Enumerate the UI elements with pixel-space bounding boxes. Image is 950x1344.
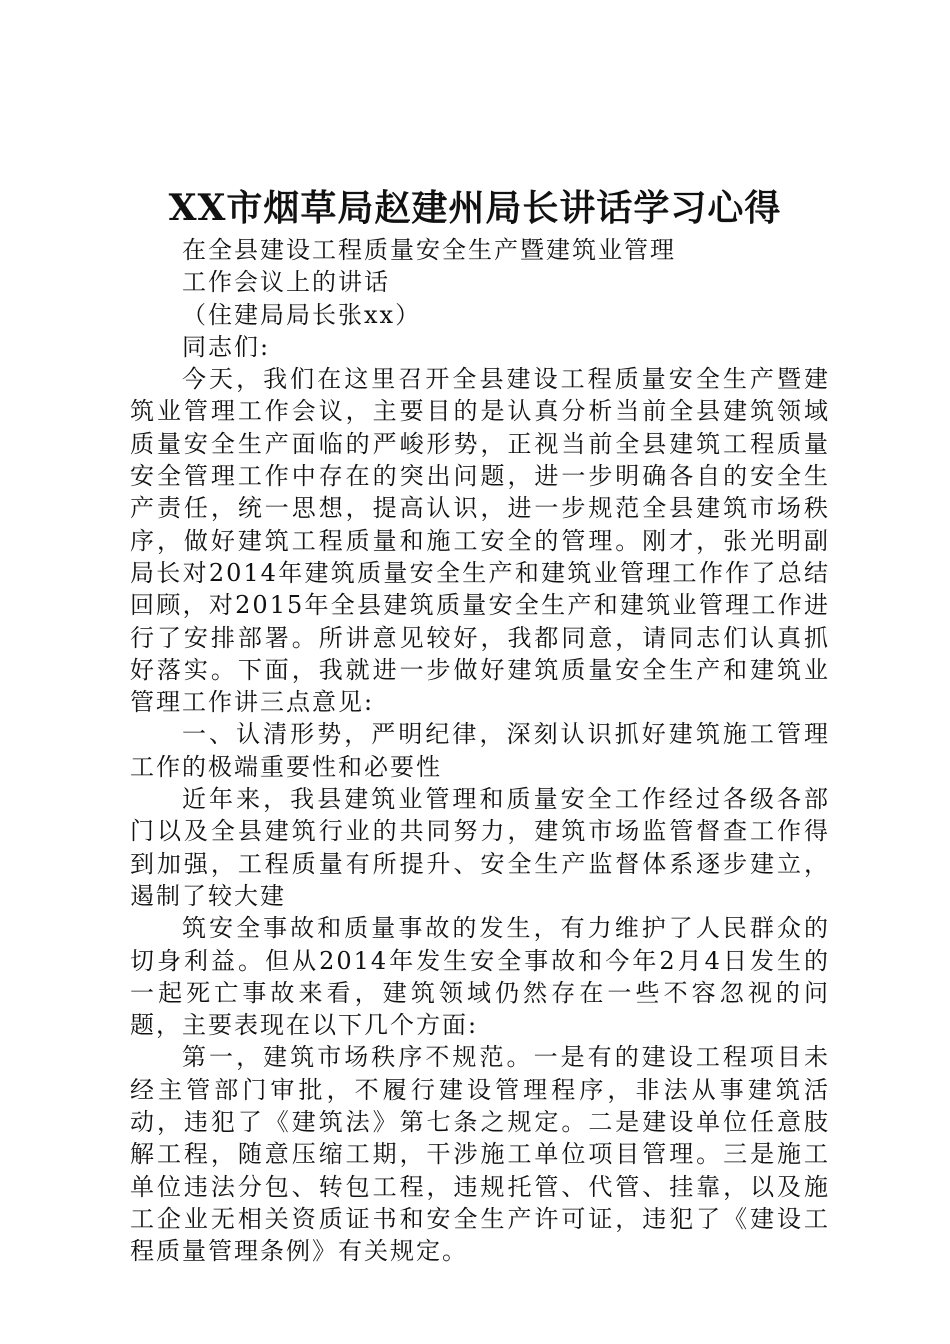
paragraph: 近年来，我县建筑业管理和质量安全工作经过各级各部门以及全县建筑行业的共同努力，建筑市场监管督查工作得到加强，工程质量有所提升、安全生产监督体系逐步建立，遏制了较大建 (130, 785, 830, 910)
paragraph: 在全县建设工程质量安全生产暨建筑业管理 (182, 236, 676, 264)
paragraph: 同志们: (182, 332, 271, 361)
paragraph: （住建局局长张xx） (182, 300, 422, 329)
paragraph: 筑安全事故和质量事故的发生，有力维护了人民群众的切身利益。但从2014年发生安全事故和今年2月4日发生的一起死亡事故来看，建筑领域仍然存在一些不容忽视的问题，主要表现在以下几个方面: (130, 914, 830, 1040)
paragraph: 工作会议上的讲话 (182, 268, 390, 297)
paragraph: 第一，建筑市场秩序不规范。一是有的建设工程项目未经主管部门审批，不履行建设管理程序，非法从事建筑活动，违犯了《建筑法》第七条之规定。二是建设单位任意肢解工程，随意压缩工期，干涉施工单位项目管理。三是施工单位违法分包、转包工程，违规托管、代管、挂靠，以及施工企业无相关资质证书和安全生产许可证，违犯了《建设工程质量管理条例》有关规定。 (130, 1043, 830, 1266)
paragraph: 一、认清形势，严明纪律，深刻认识抓好建筑施工管理工作的极端重要性和必要性 (130, 720, 830, 781)
document-title: XX市烟草局赵建州局长讲话学习心得 (168, 187, 782, 229)
paragraph: 今天，我们在这里召开全县建设工程质量安全生产暨建筑业管理工作会议，主要目的是认真分析当前全县建筑领域质量安全生产面临的严峻形势，正视当前全县建筑工程质量安全管理工作中存在的突出问题，进一步明确各自的安全生产责任，统一思想，提高认识，进一步规范全县建筑市场秩序，做好建筑工程质量和施工安全的管理。刚才，张光明副局长对2014年建筑质量安全生产和建筑业管理工作作了总结回顾，对2015年全县建筑质量安全生产和建筑业管理工作进行了安排部署。所讲意见较好，我都同意，请同志们认真抓好落实。下面，我就进一步做好建筑质量安全生产和建筑业管理工作讲三点意见: (130, 365, 830, 717)
document-body (130, 234, 830, 1268)
